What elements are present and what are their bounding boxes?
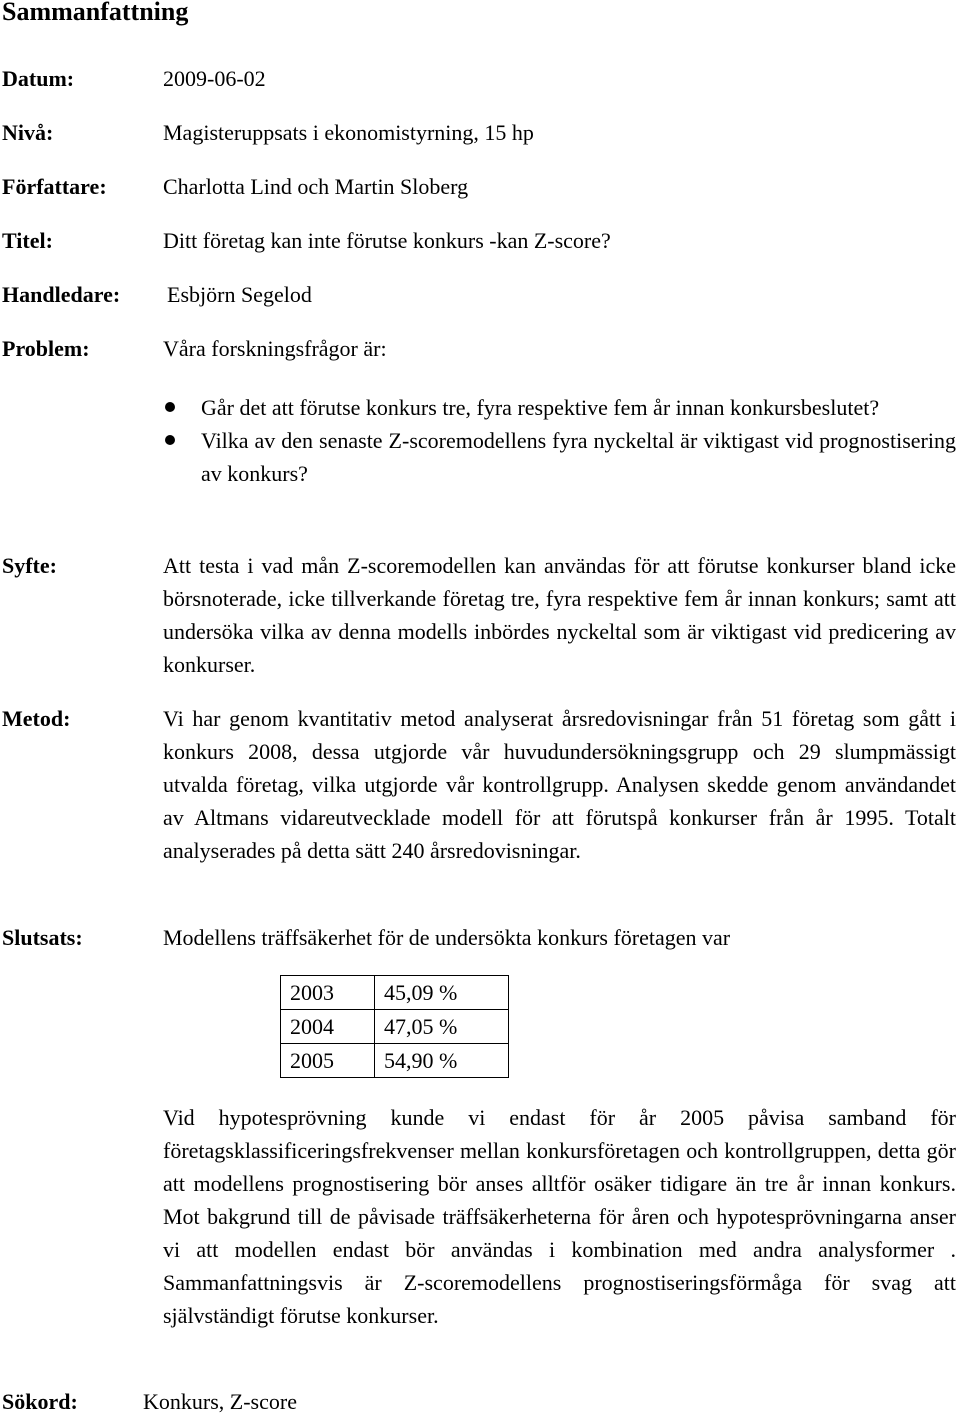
niva-value: Magisteruppsats i ekonomistyrning, 15 hp [163,120,534,145]
forfattare-label: Författare: [2,174,107,199]
syfte-label: Syfte: [2,553,57,578]
question-text: Vilka av den senaste Z-scoremodellens fyra nyckeltal är viktigast vid prognostisering av konkurs? [201,428,956,486]
handledare-label: Handledare: [2,282,121,307]
problem-intro: Våra forskningsfrågor är: [163,336,387,361]
year-cell: 2003 [281,976,375,1010]
year-cell: 2005 [281,1044,375,1078]
accuracy-cell: 47,05 % [375,1010,509,1044]
datum-label: Datum: [2,66,75,91]
problem-label: Problem: [2,336,90,361]
niva-label: Nivå: [2,120,54,145]
research-questions-list [163,391,956,490]
datum-value: 2009-06-02 [163,66,266,91]
table-row [281,976,509,1010]
titel-value: Ditt företag kan inte förutse konkurs -kan Z-score? [163,228,611,253]
list-item [163,424,956,490]
titel-label: Titel: [2,228,53,253]
accuracy-cell: 54,90 % [375,1044,509,1078]
slutsats-label: Slutsats: [2,925,83,950]
page-title: Sammanfattning [2,0,189,26]
table-row [281,1044,509,1078]
accuracy-table [280,975,509,1078]
bullet-icon [165,402,175,412]
bullet-icon [165,435,175,445]
syfte-text: Att testa i vad mån Z-scoremodellen kan användas för att förutse konkurser bland icke börsnoterade, icke tillverkande företag tre, fyra respektive fem år innan konkurs; samt att undersöka vilka av denna modells inbördes nyckeltal som är viktigast vid predicering av konkurser. [163,553,956,677]
slutsats-text: Vid hypotesprövning kunde vi endast för år 2005 påvisa samband för företagsklassificeringsfrekvenser mellan konkursföretagen och kontrollgruppen, detta gör att modellens prognostisering bör anses alltför osäker tidigare än tre år innan konkurs. Mot bakgrund till de påvisade träffsäkerheterna för åren och hypotesprövningarna anser vi att modellen endast bör användas i kombination med andra analysformer . Sammanfattningsvis är Z-scoremodellens prognostiseringsförmåga för svag att självständigt förutse konkurser. [163,1105,956,1328]
question-text: Går det att förutse konkurs tre, fyra respektive fem år innan konkursbeslutet? [201,395,880,420]
handledare-value: Esbjörn Segelod [167,282,312,307]
list-item [163,391,956,424]
accuracy-cell: 45,09 % [375,976,509,1010]
sokord-value: Konkurs, Z-score [143,1389,297,1414]
forfattare-value: Charlotta Lind och Martin Sloberg [163,174,469,199]
slutsats-intro: Modellens träffsäkerhet för de undersökta konkurs företagen var [163,925,731,950]
metod-label: Metod: [2,706,71,731]
year-cell: 2004 [281,1010,375,1044]
table-row [281,1010,509,1044]
metod-text: Vi har genom kvantitativ metod analyserat årsredovisningar från 51 företag som gått i konkurs 2008, dessa utgjorde vår huvudundersökningsgrupp och 29 slumpmässigt utvalda företag, vilka utgjorde vår kontrollgrupp. Analysen skedde genom användandet av Altmans vidareutvecklade modell för att förutspå konkurser från år 1995. Totalt analyserades på detta sätt 240 årsredovisningar. [163,706,956,863]
sokord-label: Sökord: [2,1389,78,1414]
